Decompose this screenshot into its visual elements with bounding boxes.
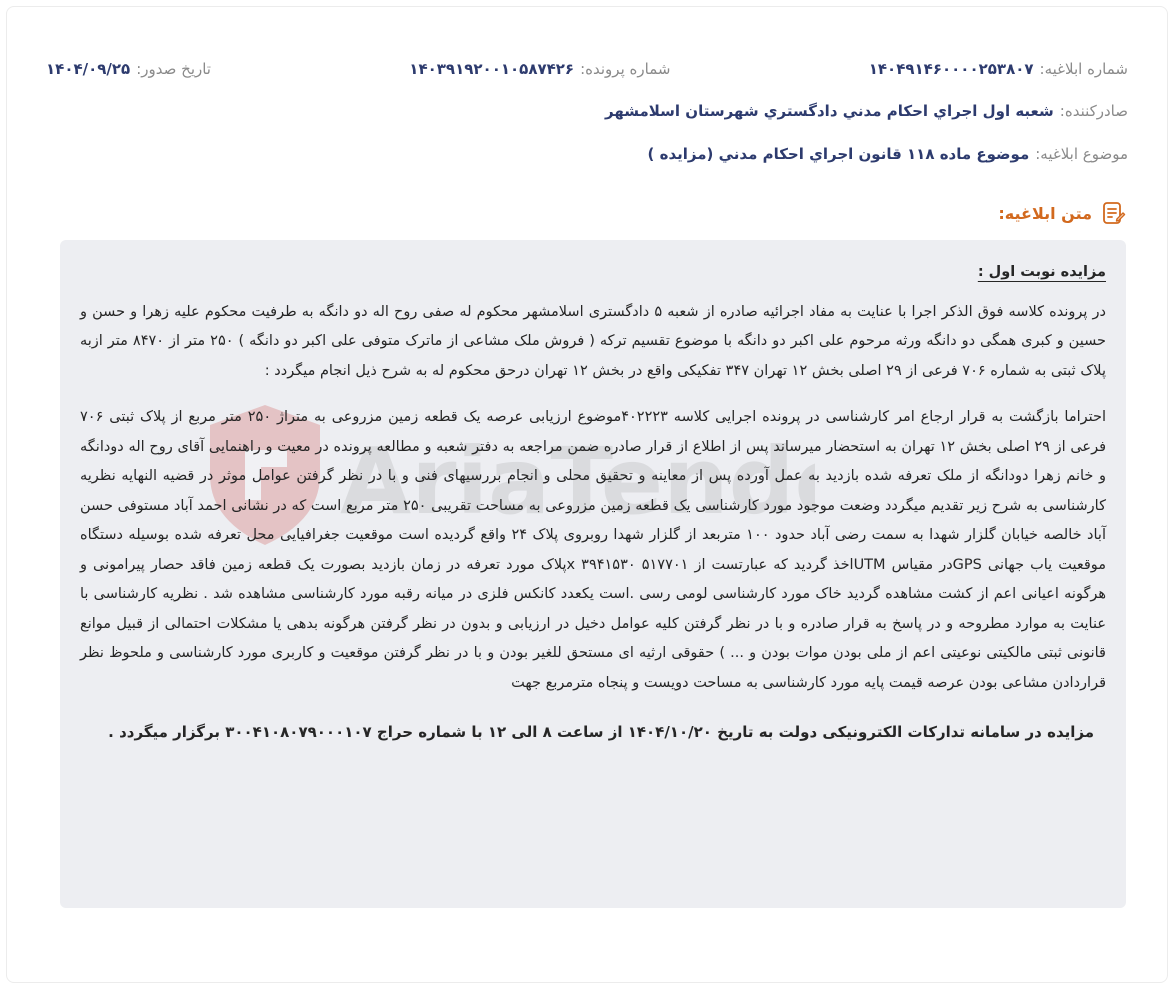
- meta-row-numbers: [46, 57, 1128, 81]
- subject: [648, 142, 1128, 166]
- issue-date-value: ۱۴۰۴/۰۹/۲۵: [46, 60, 131, 78]
- auction-final-line: مزایده در سامانه تدارکات الکترونیکی دولت به تاریخ ۱۴۰۴/۱۰/۲۰ از ساعت ۸ الی ۱۲ با شماره حراج ۳۰۰۴۱۰۸۰۷۹۰۰۰۱۰۷ برگزار میگردد .: [108, 723, 1094, 741]
- issue-date: [46, 60, 211, 78]
- notice-number: [869, 60, 1128, 78]
- subject-value: موضوع ماده ۱۱۸ قانون اجراي احكام مدني (مزايده ): [647, 145, 1030, 163]
- case-number-value: ۱۴۰۳۹۱۹۲۰۰۱۰۵۸۷۴۲۶: [409, 60, 575, 78]
- issuer-label: صادرکننده:: [1059, 102, 1128, 120]
- issue-date-label: تاریخ صدور:: [136, 60, 211, 78]
- case-number: [409, 60, 670, 78]
- auction-heading: مزایده نوبت اول :: [977, 264, 1106, 280]
- section-title-text: متن ابلاغیه:: [998, 203, 1092, 223]
- issuer-value: شعبه اول اجراي احكام مدني دادگستري شهرستان اسلامشهر: [604, 102, 1054, 120]
- case-number-label: شماره پرونده:: [580, 60, 671, 78]
- subject-label: موضوع ابلاغیه:: [1035, 145, 1128, 163]
- paragraph-1: در پرونده کلاسه فوق الذکر اجرا با عنایت به مفاد اجرائیه صادره از شعبه ۵ دادگستری اسلامشهر محکوم له صفی روح اله دو دانگه به طرفیت محکوم علیه زهرا و حسن و حسین و کبری همگی دو دانگه ورثه مرحوم علی اکبر دو دانگه با موضوع تقسیم ترکه ( فروش ملک مشاعی از ماترک متوفی علی اکبر دو دانگه ) ۲۵۰ متر از ۸۴۷۰ متر ازبه پلاک ثبتی به شماره ۷۰۶ فرعی از ۲۹ اصلی بخش ۱۲ تهران ۳۴۷ تفکیکی واقع در بخش ۱۲ تهران درحق محکوم له به شرح ذیل انجام میگردد :: [80, 303, 1106, 379]
- watermark-text: AriaTend: [340, 428, 795, 535]
- issuer: [605, 99, 1128, 123]
- document-text-icon: [1100, 200, 1126, 226]
- notice-number-label: شماره ابلاغیه:: [1039, 60, 1128, 78]
- paragraph-2: احتراما بازگشت به قرار ارجاع امر کارشناسی در پرونده اجرایی کلاسه ۴۰۲۲۲۳موضوع ارزیابی عرصه یک قطعه زمین مزروعی به متراژ ۲۵۰ متر مربع از پلاک ثبتی ۷۰۶ فرعی از ۲۹ اصلی بخش ۱۲ تهران به استحضار میرساند پس از اطلاع از قرار صادره ضمن مراجعه به دفتر شعبه و مطالعه پرونده در معیت و راهنمایی آقای روح اله دودانگه و خانم زهرا دودانگه از ملک تعرفه شده بازدید به عمل آورده پس از معاینه و تحقیق محلی و انجام بررسیهای فنی و با در نظر گرفتن عوامل موثر در قضیه النهایه نظریه کارشناسی به شرح زیر تقدیم میگردد وضعت موجود مورد کارشناسی یک قطعه زمین مزروعی به مساحت تقریبی ۲۵۰ متر مربع است که در نشانی احمد آباد مستوفی حسن آباد خالصه خیابان گلزار شهدا به سمت رضی آباد حدود ۱۰۰ متربعد از گلزار شهدا روبروی پلاک ۲۴ واقع گردیده است موقعیت جغرافیایی محل تعرفه شده بوسیله دستگاه موقعیت یاب جهانی GPSدر مقیاس UTMاخذ گردید که عبارتست از ۵۱۷۷۰۱ ۳۹۴۱۵۳۰ xپلاک مورد تعرفه در زمان بازدید بصورت یک قطعه زمین فاقد حصار پیرامونی و هرگونه اعیانی اعم از کشت مشاهده گردید خاک مورد کارشناسی لومی رسی .است یکعدد کانکس فلزی در میانه رقبه مورد کارشناسی مشاهده شد . نظریه کارشناسی با عنایت به موارد مطروحه و در پاسخ به قرار صادره و با در نظر گرفتن کلیه عوامل دخیل در ارزیابی و بدون در نظر گرفتن هرگونه بدهی یا مشکلات احتمالی از قبیل موانع قانونی ثبتی مالکیتی نوعیتی اعم از ملی بودن موات بودن و ... ) حقوقی ارثیه ای مستحق للغیر بودن و با در نظر گرفتن موقعیت و کاربری مورد کارشناسی و ملحوظ نظر قراردادن مشاعی بودن عرصه قیمت پایه مورد کارشناسی به مساحت دویست و پنجاه مترمربع جهت: [80, 409, 1107, 691]
- notice-number-value: ۱۴۰۴۹۱۴۶۰۰۰۰۲۵۳۸۰۷: [868, 60, 1034, 78]
- notice-content: [80, 258, 1106, 748]
- notice-text-section-title: [998, 200, 1126, 226]
